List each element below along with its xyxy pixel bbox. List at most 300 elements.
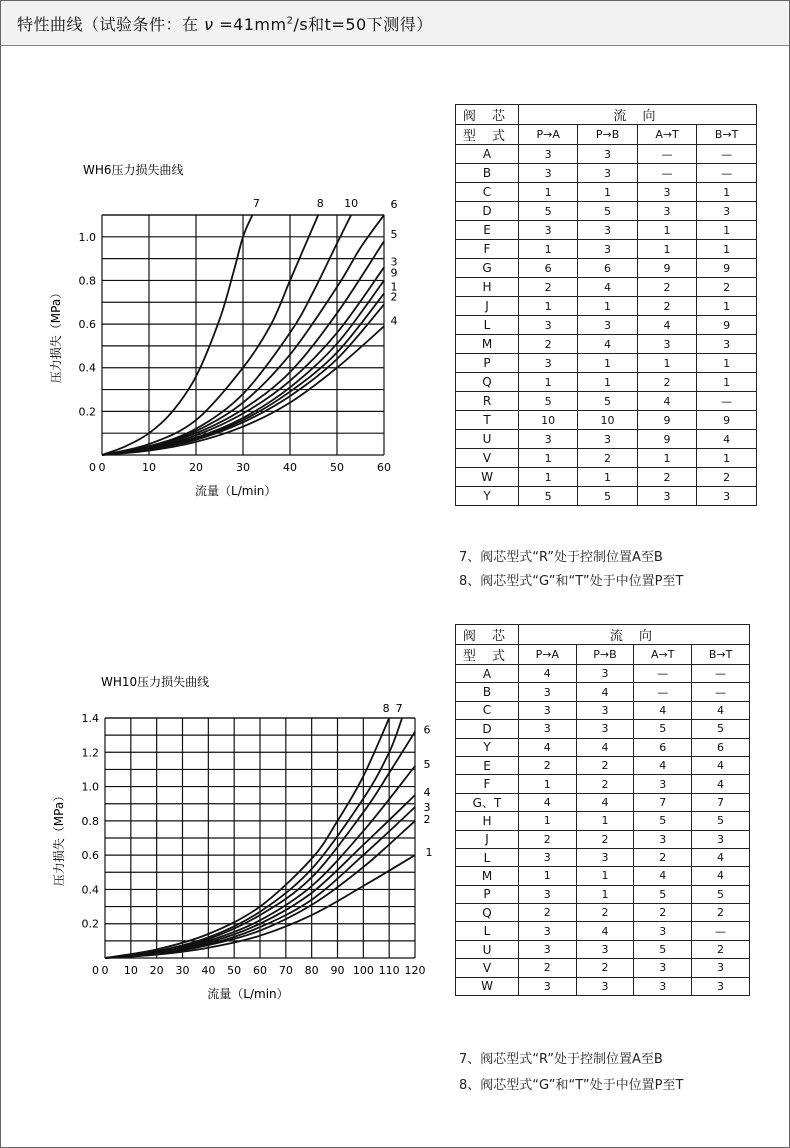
wh6-valve-table [455, 104, 757, 506]
curve-label-3: 3 [423, 801, 431, 815]
y-tick-label: 1.0 [78, 230, 96, 244]
value-cell: 3 [634, 775, 692, 793]
value-cell: 3 [697, 202, 757, 221]
value-cell: 9 [637, 430, 697, 449]
x-tick-label: 40 [201, 964, 216, 977]
title-part: 特性曲线（试验条件：在 [17, 15, 205, 34]
value-cell: 4 [576, 683, 634, 701]
table-row [456, 683, 750, 701]
valve-header: 阀 芯 [456, 105, 519, 125]
table-row [456, 449, 757, 468]
value-cell: 5 [692, 885, 750, 903]
table-row [456, 738, 750, 756]
x-tick-label: 0 [98, 461, 106, 474]
value-cell: 2 [576, 756, 634, 774]
value-cell: 2 [637, 373, 697, 392]
y-tick-label: 1.4 [81, 712, 99, 725]
table-row [456, 297, 757, 316]
x-tick-label: 30 [175, 964, 190, 977]
value-cell: 3 [634, 830, 692, 848]
value-cell: 1 [519, 468, 578, 487]
value-cell: — [634, 665, 692, 683]
value-cell: 2 [692, 904, 750, 922]
valve-type-cell: G [456, 259, 519, 278]
table-row [456, 904, 750, 922]
value-cell: 2 [634, 904, 692, 922]
value-cell: 2 [634, 848, 692, 866]
curve-8 [102, 215, 318, 455]
value-cell: 1 [519, 297, 578, 316]
value-cell: 2 [519, 959, 577, 977]
value-cell: — [692, 922, 750, 940]
value-cell: 3 [697, 487, 757, 506]
value-cell: 9 [637, 411, 697, 430]
value-cell: 2 [519, 756, 577, 774]
valve-type-cell: Q [456, 373, 519, 392]
value-cell: 5 [692, 812, 750, 830]
valve-type-cell: B [456, 164, 519, 183]
table-row [456, 202, 757, 221]
flow-column-header: B→T [692, 645, 750, 665]
table-row [456, 830, 750, 848]
flow-column-header: A→T [637, 125, 697, 145]
valve-header: 阀 芯 [456, 625, 519, 645]
value-cell: 3 [519, 430, 578, 449]
value-cell: 4 [634, 867, 692, 885]
y-tick-label: 0.6 [81, 849, 99, 863]
value-cell: 7 [634, 793, 692, 811]
value-cell: 1 [697, 354, 757, 373]
value-cell: 1 [519, 373, 578, 392]
value-cell: 3 [576, 665, 634, 683]
value-cell: 9 [697, 259, 757, 278]
value-cell: 2 [578, 449, 637, 468]
curve-label-4: 4 [390, 314, 398, 328]
wh10-note-2: 8、阀芯型式“G”和“T”处于中位置P至T [459, 1078, 684, 1093]
y-tick-label: 0.4 [78, 361, 96, 375]
title-nu: ν [204, 15, 214, 34]
y-axis-label: 压力损失（MPa） [49, 286, 63, 384]
value-cell: 3 [692, 830, 750, 848]
value-cell: 9 [697, 316, 757, 335]
wh6-note-1: 7、阀芯型式“R”处于控制位置A至B [459, 550, 663, 565]
table-row [456, 665, 750, 683]
x-tick-label: 100 [352, 964, 374, 977]
title-part: /s和t=50下测得） [293, 15, 433, 34]
value-cell: 1 [578, 297, 637, 316]
valve-type-cell: D [456, 202, 519, 221]
valve-type-cell: A [456, 145, 519, 164]
value-cell: 3 [576, 701, 634, 719]
curve-label-10: 10 [344, 197, 359, 210]
x-axis-label: 流量（L/min） [207, 987, 289, 1001]
value-cell: 4 [578, 278, 637, 297]
valve-type-cell: J [456, 830, 519, 848]
value-cell: 4 [519, 665, 577, 683]
y-tick-label: 0.2 [81, 917, 99, 931]
y-tick-label: 0.2 [78, 405, 96, 419]
value-cell: 5 [519, 392, 578, 411]
table-row [456, 316, 757, 335]
value-cell: 2 [692, 940, 750, 958]
value-cell: — [697, 145, 757, 164]
value-cell: 1 [697, 221, 757, 240]
x-tick-label: 40 [283, 461, 297, 474]
table-row [456, 240, 757, 259]
value-cell: 3 [634, 922, 692, 940]
x-tick-label: 80 [304, 964, 319, 977]
table-row [456, 940, 750, 958]
table-row [456, 468, 757, 487]
value-cell: 1 [519, 183, 578, 202]
valve-type-cell: Q [456, 904, 519, 922]
table-row [456, 977, 750, 995]
table-row [456, 959, 750, 977]
valve-type-cell: C [456, 183, 519, 202]
value-cell: 1 [519, 775, 577, 793]
y-tick-label-origin: 0 [89, 461, 96, 474]
value-cell: 5 [634, 885, 692, 903]
value-cell: 3 [519, 977, 577, 995]
table-row [456, 922, 750, 940]
value-cell: — [692, 665, 750, 683]
table-row [456, 793, 750, 811]
valve-type-cell: B [456, 683, 519, 701]
table-row [456, 812, 750, 830]
value-cell: 3 [576, 940, 634, 958]
value-cell: 2 [637, 468, 697, 487]
curve-label-6: 6 [423, 723, 431, 737]
valve-type-cell: L [456, 848, 519, 866]
title-superscript: 2 [286, 15, 294, 27]
value-cell: 1 [578, 468, 637, 487]
value-cell: 4 [637, 392, 697, 411]
valve-type-cell: U [456, 430, 519, 449]
flow-column-header: B→T [697, 125, 757, 145]
value-cell: 1 [697, 240, 757, 259]
value-cell: 5 [519, 487, 578, 506]
valve-type-cell: C [456, 701, 519, 719]
value-cell: 3 [519, 221, 578, 240]
y-tick-label: 1.2 [81, 746, 99, 760]
value-cell: 3 [519, 316, 578, 335]
value-cell: 2 [519, 830, 577, 848]
value-cell: 1 [576, 867, 634, 885]
table-row [456, 145, 757, 164]
valve-type-cell: R [456, 392, 519, 411]
value-cell: 2 [697, 278, 757, 297]
table-row [456, 775, 750, 793]
curve-label-6: 6 [390, 198, 398, 211]
value-cell: 3 [519, 354, 578, 373]
curve-label-4: 4 [423, 786, 431, 800]
y-axis-label: 压力损失（MPa） [52, 789, 66, 887]
curve-label-8: 8 [382, 702, 390, 715]
value-cell: 2 [697, 468, 757, 487]
table-row [456, 335, 757, 354]
value-cell: 9 [637, 259, 697, 278]
value-cell: 9 [697, 411, 757, 430]
value-cell: 2 [576, 959, 634, 977]
value-cell: 3 [578, 145, 637, 164]
value-cell: 5 [519, 202, 578, 221]
value-cell: 3 [692, 977, 750, 995]
flow-column-header: P→A [519, 125, 578, 145]
value-cell: 3 [637, 487, 697, 506]
value-cell: 2 [519, 904, 577, 922]
value-cell: — [634, 683, 692, 701]
flow-direction-header: 流 向 [519, 105, 757, 125]
value-cell: 3 [634, 977, 692, 995]
value-cell: 5 [578, 392, 637, 411]
value-cell: 1 [697, 449, 757, 468]
value-cell: 1 [697, 373, 757, 392]
x-tick-label: 60 [377, 461, 391, 474]
x-tick-label: 10 [123, 964, 138, 977]
chart-title: WH6压力损失曲线 [83, 163, 184, 177]
valve-type-cell: W [456, 468, 519, 487]
value-cell: 1 [576, 885, 634, 903]
value-cell: — [637, 164, 697, 183]
y-tick-label: 0.4 [81, 883, 99, 897]
x-tick-label: 110 [378, 964, 400, 977]
value-cell: 1 [578, 373, 637, 392]
valve-type-cell: P [456, 354, 519, 373]
value-cell: — [697, 164, 757, 183]
curve-label-2: 2 [390, 290, 398, 304]
wh10-note-1: 7、阀芯型式“R”处于控制位置A至B [459, 1052, 663, 1067]
value-cell: 2 [519, 335, 578, 354]
value-cell: 4 [692, 756, 750, 774]
curve-label-7: 7 [395, 702, 403, 715]
wh6-note-2: 8、阀芯型式“G”和“T”处于中位置P至T [459, 574, 684, 589]
value-cell: 3 [519, 940, 577, 958]
value-cell: 3 [578, 221, 637, 240]
valve-type-cell: V [456, 449, 519, 468]
value-cell: 3 [519, 145, 578, 164]
value-cell: 3 [697, 335, 757, 354]
value-cell: 3 [578, 164, 637, 183]
value-cell: 1 [578, 183, 637, 202]
value-cell: 4 [519, 738, 577, 756]
value-cell: — [637, 145, 697, 164]
value-cell: 1 [637, 221, 697, 240]
value-cell: 3 [519, 922, 577, 940]
value-cell: — [697, 392, 757, 411]
table-row [456, 487, 757, 506]
value-cell: 1 [637, 240, 697, 259]
curve-label-2: 2 [423, 812, 431, 826]
curve-label-5: 5 [390, 228, 398, 242]
value-cell: 3 [519, 885, 577, 903]
curve-label-7: 7 [252, 197, 260, 210]
value-cell: 1 [637, 449, 697, 468]
valve-type-cell: Y [456, 738, 519, 756]
table-row [456, 411, 757, 430]
chart-title: WH10压力损失曲线 [101, 675, 210, 689]
x-tick-label: 10 [142, 461, 156, 474]
value-cell: 2 [576, 830, 634, 848]
x-tick-label: 120 [404, 964, 426, 977]
x-tick-label: 20 [149, 964, 164, 977]
title-part: =41mm [213, 15, 287, 34]
value-cell: 5 [692, 720, 750, 738]
value-cell: 1 [519, 240, 578, 259]
value-cell: 2 [576, 904, 634, 922]
value-cell: 1 [697, 183, 757, 202]
flow-column-header: P→B [576, 645, 634, 665]
table-row [456, 183, 757, 202]
value-cell: 3 [519, 720, 577, 738]
flow-column-header: P→A [519, 645, 577, 665]
valve-type-cell: F [456, 775, 519, 793]
valve-type-cell: H [456, 812, 519, 830]
valve-type-cell: G、T [456, 793, 519, 811]
table-row [456, 885, 750, 903]
value-cell: 3 [576, 720, 634, 738]
value-cell: 2 [519, 278, 578, 297]
x-tick-label: 20 [189, 461, 203, 474]
value-cell: 10 [578, 411, 637, 430]
x-tick-label: 60 [253, 964, 267, 977]
curve-label-9: 9 [390, 266, 398, 280]
value-cell: 3 [578, 316, 637, 335]
wh10-pressure-loss-chart [40, 665, 440, 1025]
x-tick-label: 70 [278, 964, 293, 977]
value-cell: 2 [637, 278, 697, 297]
value-cell: 3 [637, 335, 697, 354]
value-cell: 3 [519, 848, 577, 866]
value-cell: 6 [578, 259, 637, 278]
value-cell: 3 [578, 240, 637, 259]
value-cell: 3 [692, 959, 750, 977]
valve-type-cell: P [456, 885, 519, 903]
value-cell: 5 [634, 720, 692, 738]
value-cell: 2 [637, 297, 697, 316]
curve-label-3: 3 [390, 255, 398, 269]
y-tick-label: 0.8 [78, 274, 96, 288]
value-cell: 3 [576, 848, 634, 866]
valve-type-cell: J [456, 297, 519, 316]
value-cell: 3 [576, 977, 634, 995]
y-tick-label: 0.6 [78, 318, 96, 332]
curve-label-8: 8 [316, 197, 324, 210]
table-row [456, 278, 757, 297]
flow-column-header: P→B [578, 125, 637, 145]
value-cell: 7 [692, 793, 750, 811]
value-cell: 4 [576, 738, 634, 756]
valve-type-cell: U [456, 940, 519, 958]
value-cell: 1 [578, 354, 637, 373]
x-tick-label: 30 [236, 461, 250, 474]
table-row [456, 848, 750, 866]
value-cell: 4 [578, 335, 637, 354]
valve-type-cell: M [456, 335, 519, 354]
value-cell: 3 [519, 164, 578, 183]
table-row [456, 392, 757, 411]
value-cell: 4 [576, 793, 634, 811]
value-cell: 5 [578, 487, 637, 506]
valve-type-cell: A [456, 665, 519, 683]
x-tick-label: 0 [101, 964, 109, 977]
value-cell: 5 [634, 812, 692, 830]
value-cell: 1 [697, 297, 757, 316]
table-row [456, 259, 757, 278]
x-tick-label: 90 [330, 964, 345, 977]
value-cell: 6 [634, 738, 692, 756]
curve-label-1: 1 [390, 280, 398, 294]
value-cell: 10 [519, 411, 578, 430]
y-tick-label-origin: 0 [92, 964, 99, 977]
value-cell: 6 [519, 259, 578, 278]
value-cell: 3 [637, 202, 697, 221]
valve-type-cell: H [456, 278, 519, 297]
value-cell: 4 [697, 430, 757, 449]
wh6-pressure-loss-chart [40, 150, 398, 498]
y-tick-label: 0.8 [81, 814, 99, 828]
table-row [456, 756, 750, 774]
value-cell: 1 [519, 867, 577, 885]
table-row [456, 354, 757, 373]
page-title [17, 12, 433, 35]
table-row [456, 867, 750, 885]
value-cell: 1 [576, 812, 634, 830]
value-cell: 4 [634, 701, 692, 719]
value-cell: 1 [637, 354, 697, 373]
valve-type-cell: E [456, 221, 519, 240]
valve-type-cell: E [456, 756, 519, 774]
value-cell: 3 [519, 701, 577, 719]
table-row [456, 221, 757, 240]
valve-type-cell: Y [456, 487, 519, 506]
type-header: 型 式 [456, 645, 519, 665]
valve-type-cell: V [456, 959, 519, 977]
curve-7 [102, 215, 252, 455]
type-header: 型 式 [456, 125, 519, 145]
curve-label-5: 5 [423, 758, 431, 771]
value-cell: 4 [576, 922, 634, 940]
value-cell: 4 [634, 756, 692, 774]
value-cell: 4 [519, 793, 577, 811]
valve-type-cell: L [456, 316, 519, 335]
valve-type-cell: W [456, 977, 519, 995]
table-row [456, 430, 757, 449]
value-cell: 2 [576, 775, 634, 793]
flow-column-header: A→T [634, 645, 692, 665]
y-tick-label: 1.0 [81, 780, 99, 794]
curve-label-1: 1 [425, 846, 433, 860]
value-cell: 4 [637, 316, 697, 335]
wh10-valve-table [455, 624, 750, 996]
value-cell: 4 [692, 701, 750, 719]
value-cell: 4 [692, 775, 750, 793]
valve-type-cell: M [456, 867, 519, 885]
flow-direction-header: 流 向 [519, 625, 750, 645]
table-row [456, 373, 757, 392]
x-tick-label: 50 [330, 461, 344, 474]
value-cell: 3 [578, 430, 637, 449]
value-cell: 5 [578, 202, 637, 221]
table-row [456, 701, 750, 719]
value-cell: 6 [692, 738, 750, 756]
value-cell: 3 [519, 683, 577, 701]
valve-type-cell: F [456, 240, 519, 259]
value-cell: 1 [519, 812, 577, 830]
table-row [456, 164, 757, 183]
value-cell: — [692, 683, 750, 701]
header-bar [1, 1, 789, 46]
valve-type-cell: T [456, 411, 519, 430]
